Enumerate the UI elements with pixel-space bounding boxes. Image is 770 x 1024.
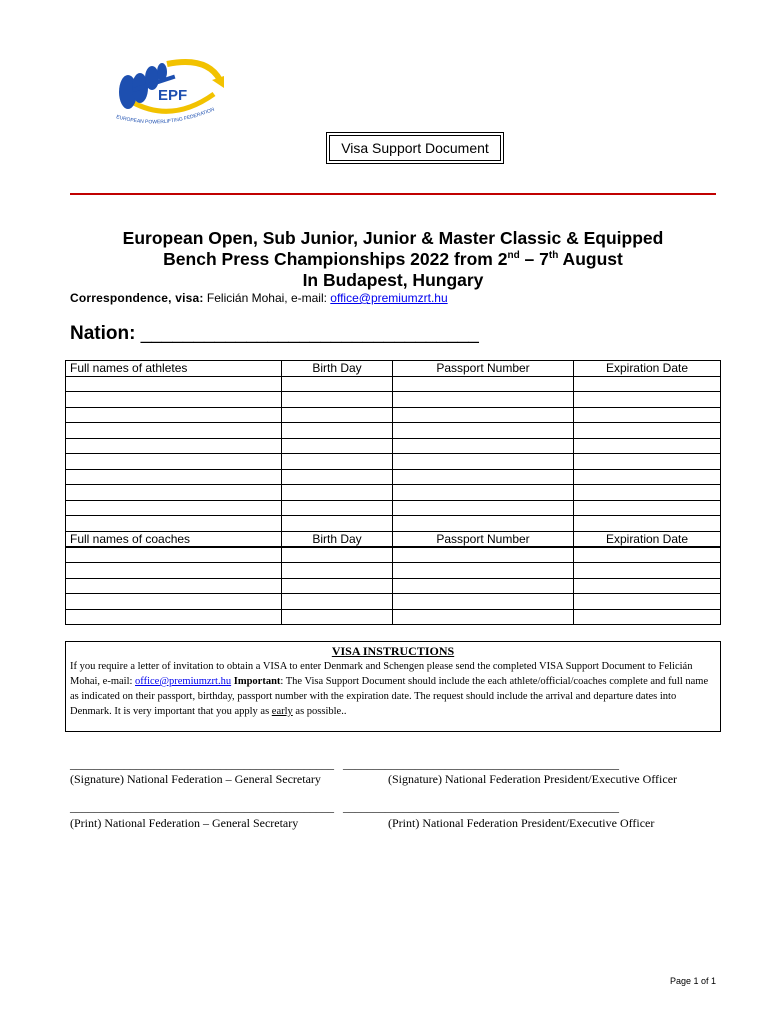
page-number: Page 1 of 1 [669, 976, 716, 986]
header-passport-number: Passport Number [393, 532, 574, 548]
visa-instructions-title: VISA INSTRUCTIONS [331, 644, 455, 658]
header-passport-number: Passport Number [393, 361, 574, 377]
visa-instructions-box [65, 641, 721, 732]
table-row [66, 500, 721, 516]
table-header-row [66, 532, 721, 548]
print-label-president: (Print) National Federation President/Executive Officer [388, 816, 655, 830]
document-title-box [326, 132, 504, 164]
print-line-secretary[interactable]: ____________________________________________ [70, 800, 334, 814]
athletes-table [65, 360, 721, 547]
championship-location: In Budapest, Hungary [302, 270, 484, 290]
signature-line-secretary[interactable]: ____________________________________________ [70, 757, 334, 771]
table-row [66, 609, 721, 625]
document-title: Visa Support Document [329, 135, 501, 161]
print-label-secretary: (Print) National Federation – General Secretary [70, 816, 299, 830]
table-row [66, 376, 721, 392]
header-expiration-date: Expiration Date [574, 532, 721, 548]
table-row [66, 516, 721, 532]
epf-logo [112, 52, 234, 132]
table-row [66, 438, 721, 454]
coaches-table [65, 531, 721, 625]
table-row [66, 392, 721, 408]
nation-blank-line: ________________________________ [140, 323, 479, 344]
table-header-row [66, 361, 721, 377]
visa-instructions-text: If you require a letter of invitation to obtain a VISA to enter Denmark and Schengen please send the completed VISA Support Document to Felicián Mohai, e-mail: office@premiumzrt.hu Important: The Visa Support Document should include the each athlete/official/coaches complete and full name as indicated on their passport, birthday, passport number with the expiration date. The request should include the arrival and departure dates into Denmark. It is very important that you apply as early as possible.. [70, 661, 709, 717]
table-row [66, 547, 721, 563]
header-expiration-date: Expiration Date [574, 361, 721, 377]
table-row [66, 578, 721, 594]
table-row [66, 423, 721, 439]
nation-field[interactable] [70, 323, 479, 345]
correspondence-email-link[interactable]: office@premiumzrt.hu [330, 291, 448, 305]
table-row [66, 407, 721, 423]
signature-label-president: (Signature) National Federation President/Executive Officer [388, 772, 678, 786]
signature-label-secretary: (Signature) National Federation – General Secretary [70, 772, 321, 786]
table-row [66, 485, 721, 501]
logo-text: EPF [158, 87, 188, 104]
championship-title-line1: European Open, Sub Junior, Junior & Master Classic & Equipped [122, 228, 664, 248]
header-birth-day: Birth Day [282, 532, 393, 548]
red-divider [70, 193, 716, 195]
logo-ring-text: EUROPEAN POWERLIFTING FEDERATION [115, 106, 216, 126]
nation-label: Nation: [70, 323, 136, 344]
header-birth-day: Birth Day [282, 361, 393, 377]
instructions-email-link[interactable]: office@premiumzrt.hu [135, 676, 232, 687]
header-full-names-athletes: Full names of athletes [66, 361, 282, 377]
table-row [66, 594, 721, 610]
table-row [66, 454, 721, 470]
table-row [66, 563, 721, 579]
correspondence: Correspondence, visa: Felicián Mohai, e-mail: office@premiumzrt.hu [70, 291, 448, 305]
header-full-names-coaches: Full names of coaches [66, 532, 282, 548]
championship-title-line2: Bench Press Championships 2022 from 2nd – 7th August [163, 249, 623, 269]
table-row [66, 469, 721, 485]
signature-line-president[interactable]: ______________________________________________ [343, 757, 619, 771]
print-line-president[interactable]: ______________________________________________ [343, 800, 619, 814]
